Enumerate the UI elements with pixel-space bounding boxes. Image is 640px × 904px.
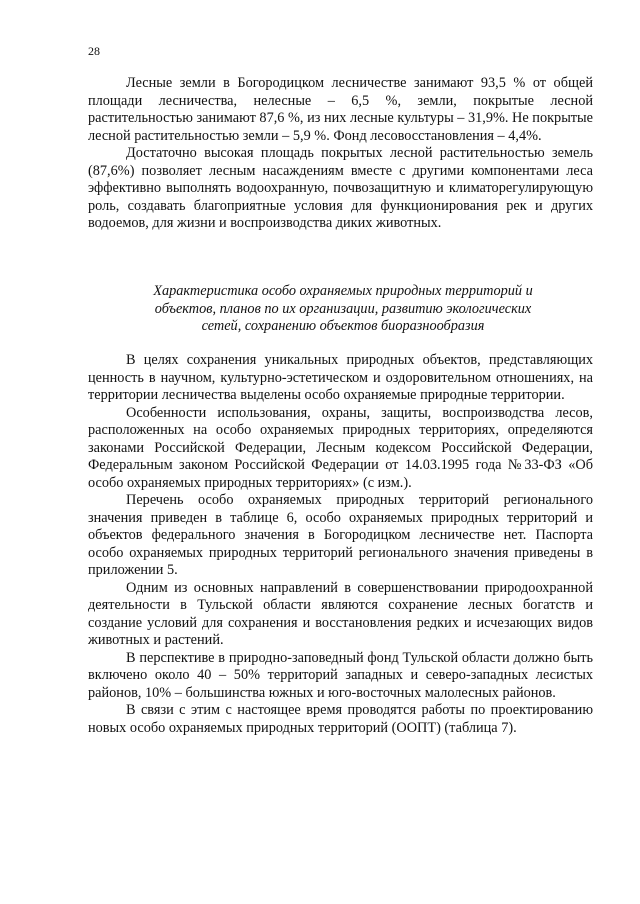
paragraph-current-works: В связи с этим с настоящее время проводятся работы по проектированию новых особо охраняемых природных территорий (ООПТ) (таблица 7). — [88, 702, 593, 736]
paragraph-future-plans: В перспективе в природно-заповедный фонд Тульской области должно быть включено около 40 – 50% территорий западных и северо-западных лесистых районов, 10% – большинства южных и юго-восточных малолесных районов. — [88, 649, 593, 701]
paragraph-main-directions: Одним из основных направлений в совершенствовании природоохранной деятельности в Тульской области являются сохранение лесных богатств и создание условий для сохранения и восстановления редких и исчезающих видов животных и растений. — [88, 579, 593, 648]
paragraph-regional-list: Перечень особо охраняемых природных территорий регионального значения приведен в таблице 6, особо охраняемых природных территорий и объектов федерального значения в Богородицком лесничестве нет. Паспорта особо охраняемых природных территорий регионального значения приведены в приложении 5. — [88, 492, 593, 578]
protected-areas-text-block — [88, 352, 593, 737]
paragraph-legal-basis: Особенности использования, охраны, защиты, воспроизводства лесов, расположенных на особо охраняемых природных территориях, определяются законами Российской Федерации, Лесным кодексом Российской Федерации, Федеральным законом Российской Федерации от 14.03.1995 года №33-ФЗ «Об особо охраняемых природных территориях» (с изм.). — [88, 404, 593, 491]
page-number: 28 — [88, 44, 100, 58]
heading-line: Характеристика особо охраняемых природных территорий и — [153, 283, 533, 299]
paragraph-protected-areas-purpose: В целях сохранения уникальных природных объектов, представляющих ценность в научном, культурно-эстетическом и оздоровительном отношениях, на территории лесничества выделены особо охраняемые природные территории. — [88, 352, 593, 403]
heading-line: сетей, сохранению объектов биоразнообразия — [201, 318, 485, 334]
paragraph-forest-cover-role: Достаточно высокая площадь покрытых лесной растительностью земель (87,6%) позволяет лесным насаждениям вместе с другими компонентами леса эффективно выполнять водоохранную, почвозащитную и климаторегулирующую роль, создавать благоприятные условия для функционирования рек и других водоемов, для жизни и воспроизводства диких животных. — [88, 145, 593, 231]
section-heading — [118, 283, 568, 336]
paragraph-forest-land-share: Лесные земли в Богородицком лесничестве занимают 93,5 % от общей площади лесничества, нелесные – 6,5 %, земли, покрытые лесной растительностью занимают 87,6 %, из них лесные культуры – 31,9%. Не покрытые лесной растительностью земли – 5,9 %. Фонд лесовосстановления – 4,4%. — [88, 75, 593, 144]
intro-text-block — [88, 75, 593, 233]
heading-line: объектов, планов по их организации, развитию экологических — [154, 300, 532, 317]
